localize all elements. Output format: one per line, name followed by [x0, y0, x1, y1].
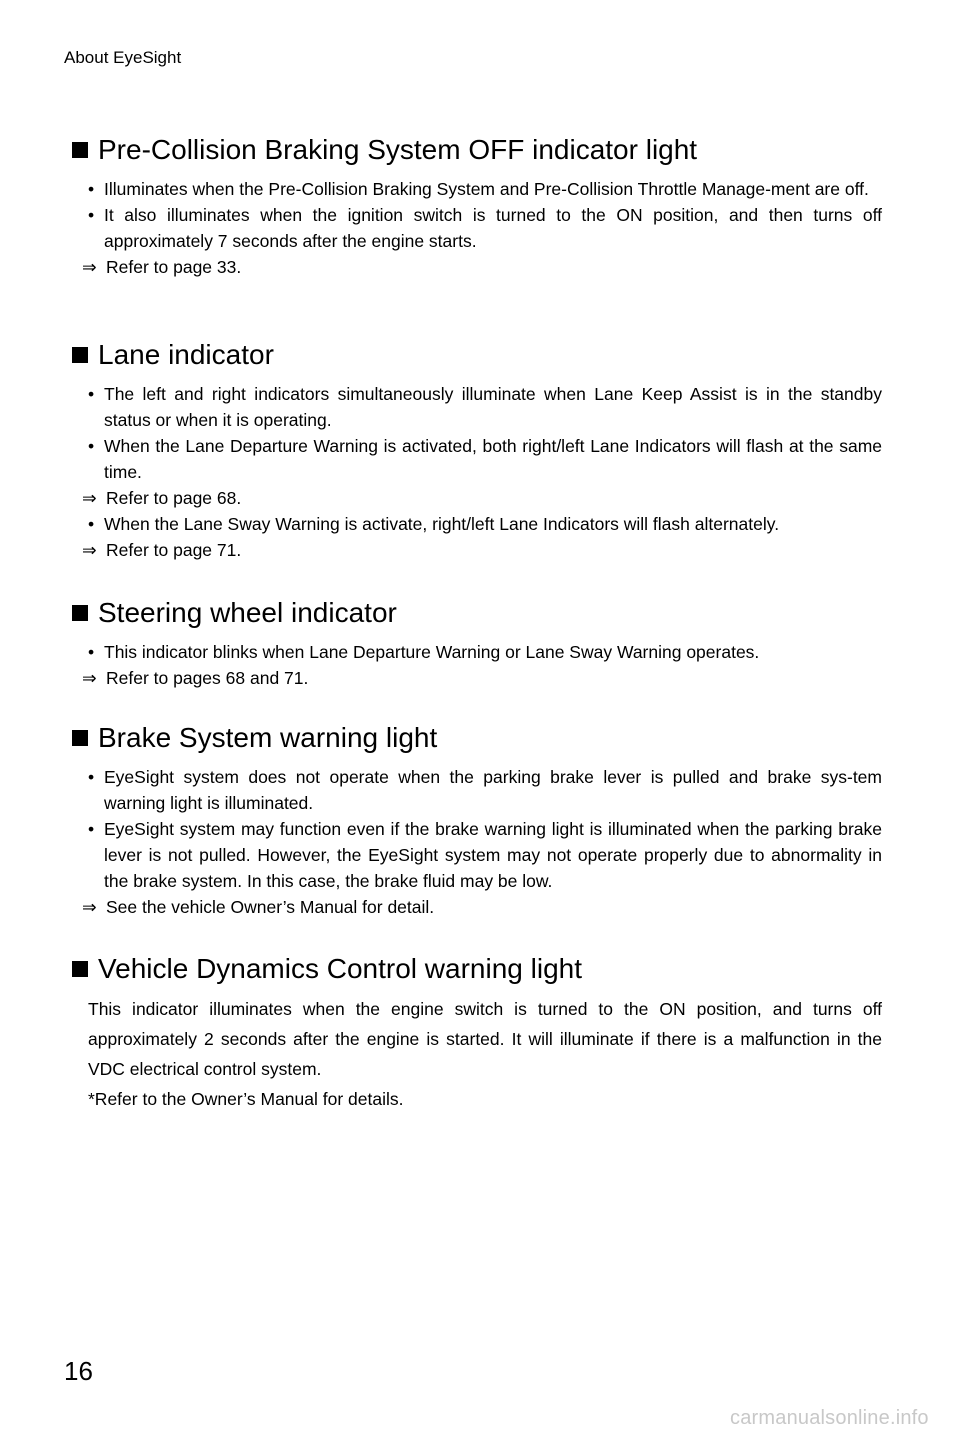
bullet-text: When the Lane Departure Warning is activated, both right/left Lane Indicators will flash at the same time. [104, 436, 882, 482]
section-items [64, 176, 882, 280]
page-reference [64, 665, 882, 691]
bullet-text: It also illuminates when the ignition switch is turned to the ON position, and then turns off approximately 7 seconds after the engine starts. [104, 205, 882, 251]
bullet-item [64, 816, 882, 894]
running-head: About EyeSight [64, 48, 182, 67]
section-precollision-off [64, 134, 882, 280]
section-lane-indicator [64, 339, 882, 563]
bullet-text: The left and right indicators simultaneously illuminate when Lane Keep Assist is in the standby status or when it is operating. [104, 384, 882, 430]
bullet-dot-icon: • [88, 205, 95, 225]
page-reference [64, 537, 882, 563]
arrow-icon: ⇒ [82, 897, 97, 917]
arrow-icon: ⇒ [82, 540, 97, 560]
reference-text: Refer to page 71. [106, 540, 242, 560]
section-items [64, 994, 882, 1114]
reference-text: See the vehicle Owner’s Manual for detail. [106, 897, 435, 917]
watermark: carmanualsonline.info [730, 1407, 929, 1429]
section-steering-indicator [64, 597, 882, 691]
section-title-text: Lane indicator [98, 339, 274, 370]
section-title [64, 339, 882, 371]
arrow-icon: ⇒ [82, 668, 97, 688]
bullet-item [64, 511, 882, 537]
section-title [64, 722, 882, 754]
bullet-dot-icon: • [88, 819, 95, 839]
bullet-item [64, 433, 882, 485]
section-title [64, 597, 882, 629]
bullet-item [64, 381, 882, 433]
section-title-text: Steering wheel indicator [98, 597, 397, 628]
section-vdc-warning [64, 953, 882, 1114]
bullet-dot-icon: • [88, 179, 95, 199]
bullet-item [64, 639, 882, 665]
bullet-dot-icon: • [88, 436, 95, 456]
body-paragraph: This indicator illuminates when the engine switch is turned to the ON position, and turns off approximately 2 seconds after the engine is started. It will illuminate if there is a malfunction in the VDC electrical control system. [88, 999, 882, 1079]
reference-text: Refer to page 33. [106, 257, 242, 277]
bullet-dot-icon: • [88, 384, 95, 404]
section-title-text: Brake System warning light [98, 722, 438, 753]
section-title [64, 134, 882, 166]
bullet-text: When the Lane Sway Warning is activate, right/left Lane Indicators will flash alternately. [104, 514, 780, 534]
section-title-text: Vehicle Dynamics Control warning light [98, 953, 582, 984]
page-reference [64, 485, 882, 511]
section-items [64, 381, 882, 563]
bullet-text: EyeSight system does not operate when the parking brake lever is pulled and brake sys-tem warning light is illuminated. [104, 767, 882, 813]
bullet-item [64, 764, 882, 816]
section-items [64, 764, 882, 920]
page-reference [64, 254, 882, 280]
body-paragraph: *Refer to the Owner’s Manual for details. [88, 1089, 404, 1109]
bullet-text: This indicator blinks when Lane Departure Warning or Lane Sway Warning operates. [104, 642, 760, 662]
section-title-text: Pre-Collision Braking System OFF indicator light [98, 134, 698, 165]
section-title [64, 953, 882, 985]
reference-text: Refer to page 68. [106, 488, 242, 508]
bullet-item [64, 176, 882, 202]
reference-text: Refer to pages 68 and 71. [106, 668, 309, 688]
section-items [64, 639, 882, 691]
bullet-dot-icon: • [88, 642, 95, 662]
section-brake-warning [64, 722, 882, 920]
black-square-icon [72, 730, 88, 746]
bullet-text: EyeSight system may function even if the brake warning light is illuminated when the parking brake lever is not pulled. However, the EyeSight system may not operate properly due to abnormality in the brake system. In this case, the brake fluid may be low. [104, 819, 882, 891]
arrow-icon: ⇒ [82, 257, 97, 277]
black-square-icon [72, 347, 88, 363]
page-number: 16 [64, 1356, 93, 1386]
bullet-dot-icon: • [88, 514, 95, 534]
arrow-icon: ⇒ [82, 488, 97, 508]
bullet-text: Illuminates when the Pre-Collision Braking System and Pre-Collision Throttle Manage-ment are off. [104, 179, 869, 199]
bullet-dot-icon: • [88, 767, 95, 787]
black-square-icon [72, 605, 88, 621]
bullet-item [64, 202, 882, 254]
page-reference [64, 894, 882, 920]
black-square-icon [72, 142, 88, 158]
black-square-icon [72, 961, 88, 977]
